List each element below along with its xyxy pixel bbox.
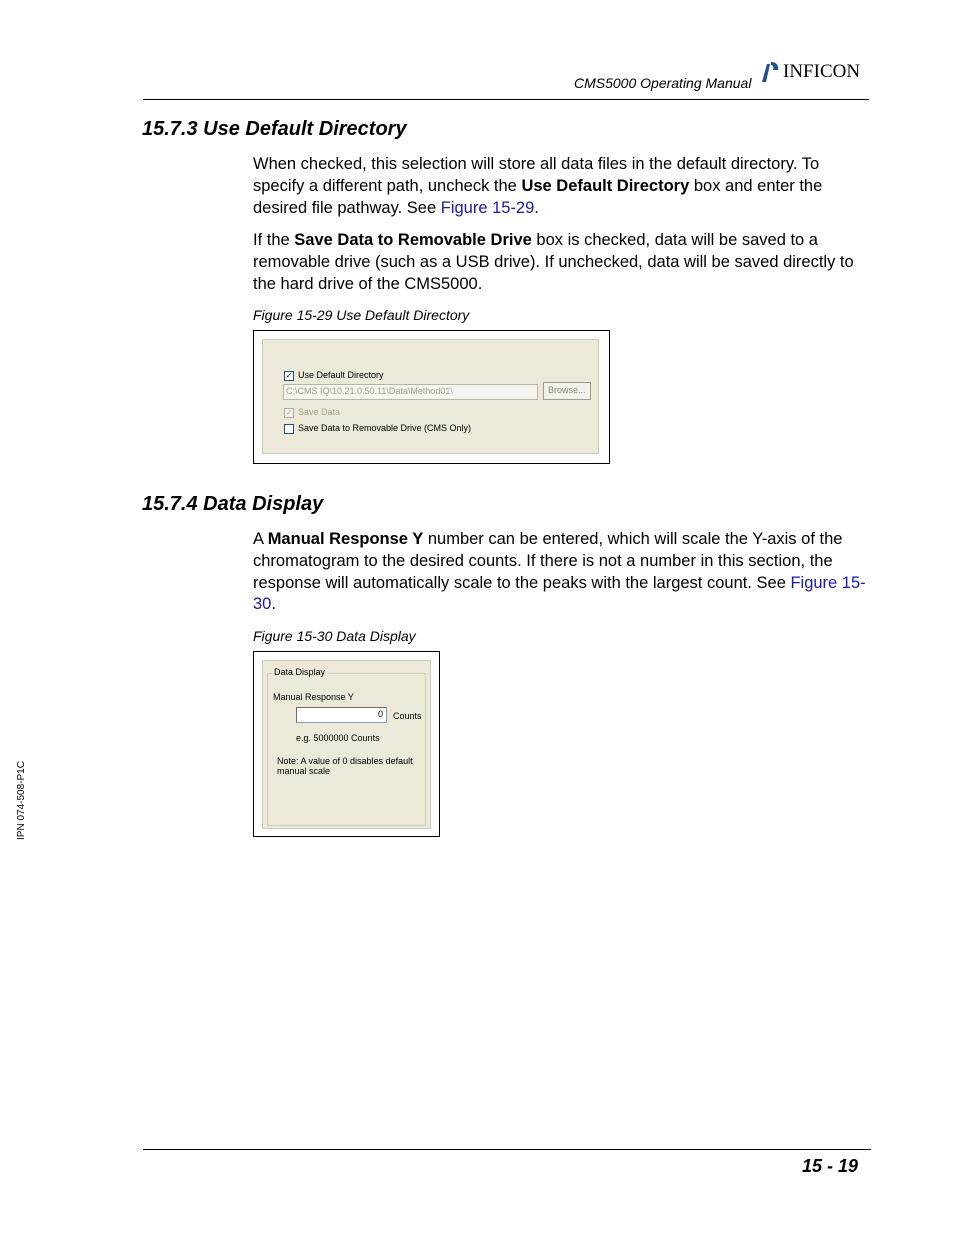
text-run: box is checked, data will be saved to a removable drive (such as a USB drive). If unchecked, data will be saved directly to the hard drive of the CMS5000. bbox=[253, 231, 854, 293]
figure-15-30-link[interactable]: Figure 15-30 bbox=[253, 573, 866, 614]
manual-response-y-label: Manual Response Y bbox=[273, 692, 354, 702]
paragraph-use-default-directory bbox=[253, 154, 873, 219]
group-title: Data Display bbox=[274, 667, 326, 677]
check-mark-icon: ✓ bbox=[285, 408, 293, 417]
removable-drive-checkbox[interactable] bbox=[284, 424, 294, 434]
text-run: If the bbox=[253, 231, 295, 249]
note-line-2: manual scale bbox=[277, 766, 331, 776]
figure-caption-15-29: Figure 15-29 Use Default Directory bbox=[253, 307, 470, 323]
text-run: number can be entered, which will scale the Y-axis of the chromatogram to the desired counts. If there is not a number in this section, the response will automatically scale to the peaks with the largest count. See bbox=[253, 530, 843, 592]
section-heading-data-display: 15.7.4 Data Display bbox=[142, 493, 324, 515]
figure-data-display bbox=[253, 651, 440, 837]
paragraph-data-display bbox=[253, 529, 873, 616]
manual-title: CMS5000 Operating Manual bbox=[574, 75, 752, 91]
directory-path-value: C:\CMS IQ\10.21.0.50.11\Data\Method01\ bbox=[286, 386, 453, 396]
footer-rule bbox=[143, 1149, 871, 1150]
section-heading-use-default-directory: 15.7.3 Use Default Directory bbox=[142, 118, 407, 140]
browse-button-label: Browse... bbox=[548, 385, 586, 395]
manual-response-y-input[interactable] bbox=[296, 707, 387, 723]
text-run: . bbox=[271, 595, 276, 614]
bold-term: Manual Response Y bbox=[267, 530, 424, 548]
bold-term: Use Default Directory bbox=[521, 176, 690, 195]
ipn-side-label: IPN 074-508-P1C bbox=[16, 761, 27, 840]
page-number: 15 - 19 bbox=[802, 1156, 859, 1176]
text-run: A bbox=[253, 530, 268, 548]
inficon-logo-icon bbox=[760, 61, 780, 83]
removable-drive-label: Save Data to Removable Drive (CMS Only) bbox=[298, 423, 472, 433]
figure-caption-15-30: Figure 15-30 Data Display bbox=[253, 628, 416, 644]
use-default-directory-checkbox[interactable] bbox=[284, 371, 294, 381]
inficon-logo bbox=[760, 60, 872, 84]
example-label: e.g. 5000000 Counts bbox=[296, 733, 380, 743]
data-display-panel bbox=[262, 660, 431, 829]
text-run: . bbox=[534, 198, 539, 217]
paragraph-removable-drive bbox=[253, 230, 873, 295]
directory-path-field[interactable] bbox=[283, 384, 538, 400]
figure-use-default-directory bbox=[253, 330, 610, 464]
save-data-checkbox[interactable] bbox=[284, 408, 294, 418]
settings-panel bbox=[262, 339, 599, 454]
check-mark-icon: ✓ bbox=[285, 371, 293, 380]
use-default-directory-label: Use Default Directory bbox=[298, 370, 384, 380]
counts-unit-label: Counts bbox=[393, 711, 422, 721]
note-line-1: Note: A value of 0 disables default bbox=[277, 756, 413, 766]
manual-response-y-value: 0 bbox=[377, 709, 383, 719]
text-run: When checked, this selection will store all data files in the default directory. To specify a different path, uncheck the bbox=[253, 155, 820, 195]
browse-button[interactable] bbox=[543, 382, 591, 400]
text-run: box and enter the desired file pathway. See bbox=[253, 176, 823, 217]
save-data-label: Save Data bbox=[298, 407, 341, 417]
header-rule bbox=[143, 99, 869, 100]
logo-text: INFICON bbox=[783, 61, 861, 82]
bold-term: Save Data to Removable Drive bbox=[294, 231, 532, 249]
figure-15-29-link[interactable]: Figure 15-29 bbox=[440, 198, 535, 217]
